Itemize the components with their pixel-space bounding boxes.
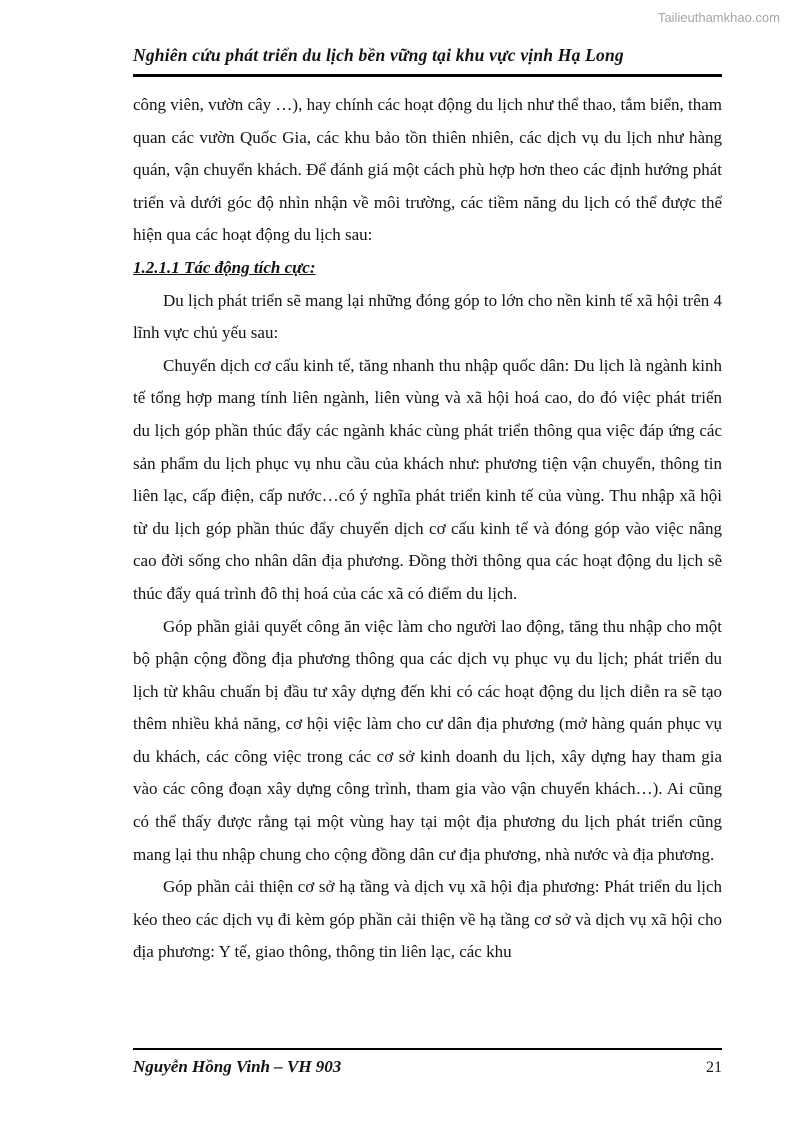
page-number: 21 [706, 1059, 722, 1076]
page-content [133, 44, 722, 969]
body-text [133, 89, 722, 969]
paragraph-continuation: công viên, vườn cây …), hay chính các hoạt động du lịch như thể thao, tắm biển, tham quan các vườn Quốc Gia, các khu bảo tồn thiên nhiên, các dịch vụ du lịch như hàng quán, vận chuyển khách. Để đánh giá một cách phù hợp hơn theo các định hướng phát triển và dưới góc độ nhìn nhận về môi trường, các tiềm năng du lịch có thể được thể hiện qua các hoạt động du lịch sau: [133, 95, 722, 245]
section-heading: 1.2.1.1 Tác động tích cực: [133, 257, 316, 277]
footer-author: Nguyễn Hồng Vinh – VH 903 [133, 1057, 342, 1076]
page-footer [133, 1048, 722, 1077]
site-watermark: Tailieuthamkhao.com [657, 10, 780, 25]
running-header-title: Nghiên cứu phát triển du lịch bền vững tại khu vực vịnh Hạ Long [133, 44, 722, 77]
paragraph: Du lịch phát triển sẽ mang lại những đóng góp to lớn cho nền kinh tế xã hội trên 4 lĩnh vực chủ yếu sau: [133, 290, 722, 343]
paragraph: Góp phần cải thiện cơ sở hạ tầng và dịch vụ xã hội địa phương: Phát triển du lịch kéo theo các dịch vụ đi kèm góp phần cải thiện về hạ tầng cơ sở và dịch vụ xã hội cho địa phương: Y tế, giao thông, thông tin liên lạc, các khu [133, 877, 722, 962]
paragraph: Góp phần giải quyết công ăn việc làm cho người lao động, tăng thu nhập cho một bộ phận cộng đồng địa phương thông qua các dịch vụ phục vụ du lịch; phát triển du lịch từ khâu chuẩn bị đầu tư xây dựng đến khi có các hoạt động du lịch diễn ra sẽ tạo thêm nhiều khả năng, cơ hội việc làm cho cư dân địa phương (mở hàng quán phục vụ du khách, các công việc trong các cơ sở kinh doanh du lịch, xây dựng hay tham gia vào các công đoạn xây dựng công trình, tham gia vào vận chuyển khách…). Ai cũng có thể thấy được rằng tại một vùng hay tại một địa phương du lịch phát triển cũng mang lại thu nhập chung cho cộng đồng dân cư địa phương, nhà nước và địa phương. [133, 616, 722, 864]
paragraph: Chuyển dịch cơ cấu kinh tế, tăng nhanh thu nhập quốc dân: Du lịch là ngành kinh tế tổng hợp mang tính liên ngành, liên vùng và xã hội hoá cao, do đó việc phát triển du lịch góp phần thúc đẩy các ngành khác cùng phát triển thông qua việc đáp ứng các sản phẩm du lịch phục vụ nhu cầu của khách như: phương tiện vận chuyển, thông tin liên lạc, cấp điện, cấp nước…có ý nghĩa phát triển kinh tế của vùng. Thu nhập xã hội từ du lịch góp phần thúc đẩy chuyển dịch cơ cấu kinh tế và đóng góp vào việc nâng cao đời sống cho nhân dân địa phương. Đồng thời thông qua các hoạt động du lịch sẽ thúc đẩy quá trình đô thị hoá của các xã có điểm du lịch. [133, 355, 722, 603]
